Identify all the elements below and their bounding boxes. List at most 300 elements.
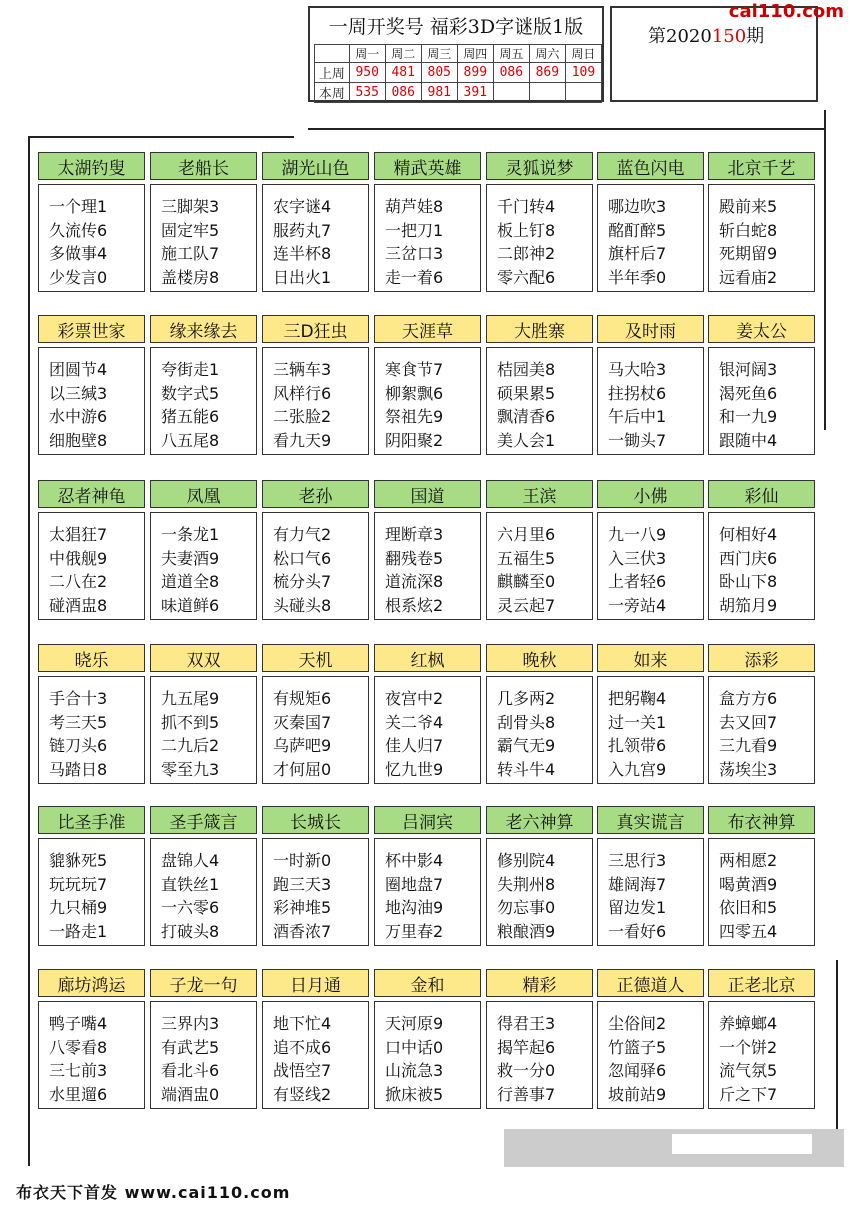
panel-title: 老六神算 xyxy=(486,806,593,834)
result-cell: 805 xyxy=(421,63,457,83)
frame-right-line xyxy=(824,110,826,430)
riddle-line: 看九天9 xyxy=(273,430,332,450)
panel-body xyxy=(374,1001,481,1109)
riddle-line: 根系炫2 xyxy=(385,595,444,615)
panel-title: 晚秋 xyxy=(486,644,593,672)
riddle-line: 太猖狂7 xyxy=(49,525,108,544)
riddle-line: 西门庆6 xyxy=(719,548,778,568)
this-week-label: 本周 xyxy=(315,83,350,103)
riddle-line: 理断章3 xyxy=(385,525,444,544)
riddle-line: 道道全8 xyxy=(161,572,220,591)
riddle-line: 地沟油9 xyxy=(385,898,444,917)
panel-body xyxy=(708,676,815,784)
corner-cell xyxy=(315,45,350,63)
panel-title: 三D狂虫 xyxy=(262,315,369,343)
riddle-line: 固定牢5 xyxy=(161,220,220,240)
riddle-panel xyxy=(486,152,593,292)
riddle-panel xyxy=(38,969,145,1109)
riddle-panel xyxy=(262,969,369,1109)
riddle-line: 鸭子嘴4 xyxy=(49,1014,108,1033)
panel-title: 老孙 xyxy=(262,480,369,508)
riddle-panel xyxy=(262,480,369,620)
riddle-panel xyxy=(262,152,369,292)
panel-title: 大胜寨 xyxy=(486,315,593,343)
panel-title: 天机 xyxy=(262,644,369,672)
riddle-line: 麒麟至0 xyxy=(497,572,556,591)
riddle-line: 猪五能6 xyxy=(161,407,220,426)
riddle-line: 盖楼房8 xyxy=(161,267,220,287)
riddle-line: 一个饼2 xyxy=(719,1037,778,1057)
riddle-line: 一看好6 xyxy=(608,921,667,941)
panel-title: 凤凰 xyxy=(150,480,257,508)
riddle-line: 去又回7 xyxy=(719,712,778,732)
panel-title: 日月通 xyxy=(262,969,369,997)
days-row xyxy=(315,45,602,63)
riddle-line: 入三伏3 xyxy=(608,548,667,568)
riddle-line: 扎领带6 xyxy=(608,736,667,755)
panel-title: 老船长 xyxy=(150,152,257,180)
riddle-line: 走一着6 xyxy=(385,267,444,287)
riddle-line: 柳絮飘6 xyxy=(385,383,444,403)
result-cell: 481 xyxy=(385,63,421,83)
riddle-line: 味道鲜6 xyxy=(161,595,220,615)
riddle-line: 九五尾9 xyxy=(161,689,220,708)
last-week-label: 上周 xyxy=(315,63,350,83)
panel-title: 正德道人 xyxy=(597,969,704,997)
riddle-line: 三九看9 xyxy=(719,736,778,755)
riddle-line: 马踏日8 xyxy=(49,759,108,779)
riddle-line: 灭秦国7 xyxy=(273,712,332,732)
riddle-line: 六月里6 xyxy=(497,525,556,544)
panel-title: 双双 xyxy=(150,644,257,672)
frame-right-lower-line xyxy=(836,960,838,1140)
panel-body xyxy=(374,676,481,784)
riddle-line: 链刀头6 xyxy=(49,736,108,755)
panel-title: 小佛 xyxy=(597,480,704,508)
riddle-line: 二郎神2 xyxy=(497,244,556,263)
panel-title: 缘来缘去 xyxy=(150,315,257,343)
riddle-line: 掀床被5 xyxy=(385,1084,444,1104)
panel-title: 彩票世家 xyxy=(38,315,145,343)
riddle-line: 哪边吹3 xyxy=(608,197,667,216)
day-header: 周三 xyxy=(421,45,457,63)
riddle-line: 端酒盅0 xyxy=(161,1084,220,1104)
riddle-line: 农字谜4 xyxy=(273,197,332,216)
riddle-line: 荡埃尘3 xyxy=(719,759,778,779)
riddle-line: 杯中影4 xyxy=(385,851,444,870)
riddle-line: 上者轻6 xyxy=(608,572,667,591)
panel-body xyxy=(374,184,481,292)
result-cell: 109 xyxy=(565,63,601,83)
panel-title: 添彩 xyxy=(708,644,815,672)
riddle-panel xyxy=(486,315,593,455)
riddle-line: 三辆车3 xyxy=(273,360,332,379)
panel-body xyxy=(597,1001,704,1109)
riddle-line: 团圆节4 xyxy=(49,360,108,379)
riddle-line: 有武艺5 xyxy=(161,1037,220,1057)
riddle-line: 水中游6 xyxy=(49,407,108,426)
riddle-line: 一把刀1 xyxy=(385,220,444,240)
panel-body xyxy=(262,838,369,946)
result-cell: 899 xyxy=(457,63,493,83)
panel-body xyxy=(374,512,481,620)
riddle-line: 一时新0 xyxy=(273,851,332,870)
panel-title: 灵狐说梦 xyxy=(486,152,593,180)
riddle-line: 葫芦娃8 xyxy=(385,197,444,216)
result-cell: 391 xyxy=(457,83,493,103)
result-cell: 086 xyxy=(385,83,421,103)
riddle-line: 二张脸2 xyxy=(273,407,332,426)
riddle-line: 水里遛6 xyxy=(49,1084,108,1104)
panel-title: 精武英雄 xyxy=(374,152,481,180)
result-cell: 869 xyxy=(529,63,565,83)
riddle-line: 有力气2 xyxy=(273,525,332,544)
riddle-panel xyxy=(374,315,481,455)
frame-top-left-line xyxy=(28,136,294,138)
riddle-line: 中俄舰9 xyxy=(49,548,108,568)
riddle-panel xyxy=(38,480,145,620)
riddle-line: 一旁站4 xyxy=(608,595,667,615)
riddle-line: 夸街走1 xyxy=(161,360,220,379)
riddle-line: 九只桶9 xyxy=(49,898,108,917)
riddle-line: 刮骨头8 xyxy=(497,712,556,732)
panel-title: 比圣手准 xyxy=(38,806,145,834)
panel-title: 太湖钓叟 xyxy=(38,152,145,180)
riddle-line: 修别院4 xyxy=(497,851,556,870)
day-header: 周五 xyxy=(493,45,529,63)
riddle-line: 一个理1 xyxy=(49,197,108,216)
panel-title: 晓乐 xyxy=(38,644,145,672)
panel-body xyxy=(708,347,815,455)
riddle-panel xyxy=(38,152,145,292)
riddle-panel xyxy=(374,969,481,1109)
panel-body xyxy=(38,184,145,292)
riddle-line: 松口气6 xyxy=(273,548,332,568)
day-header: 周四 xyxy=(457,45,493,63)
riddle-line: 卧山下8 xyxy=(719,572,778,591)
riddle-line: 盘锦人4 xyxy=(161,851,220,870)
riddle-panel xyxy=(597,806,704,946)
panel-title: 子龙一句 xyxy=(150,969,257,997)
riddle-line: 打破头8 xyxy=(161,921,220,941)
panel-title: 北京千艺 xyxy=(708,152,815,180)
panel-title: 真实谎言 xyxy=(597,806,704,834)
riddle-line: 跑三天3 xyxy=(273,874,332,894)
riddle-line: 尘俗间2 xyxy=(608,1014,667,1033)
riddle-line: 二九后2 xyxy=(161,736,220,755)
panel-body xyxy=(262,1001,369,1109)
panel-title: 王滨 xyxy=(486,480,593,508)
riddle-panel xyxy=(262,315,369,455)
panel-title: 红枫 xyxy=(374,644,481,672)
panel-body xyxy=(38,512,145,620)
riddle-line: 追不成6 xyxy=(273,1037,332,1057)
panel-body xyxy=(708,184,815,292)
this-week-row xyxy=(315,83,602,103)
result-cell: 535 xyxy=(349,83,385,103)
result-cell: 950 xyxy=(349,63,385,83)
riddle-line: 一条龙1 xyxy=(161,525,220,544)
riddle-panel xyxy=(38,644,145,784)
riddle-line: 旗杆后7 xyxy=(608,244,667,263)
frame-left-line xyxy=(28,136,30,1166)
riddle-line: 二八在2 xyxy=(49,572,108,591)
riddle-panel xyxy=(38,806,145,946)
riddle-line: 日出火1 xyxy=(273,267,332,287)
result-cell: 981 xyxy=(421,83,457,103)
issue-number: 150 xyxy=(711,26,747,47)
panel-body xyxy=(708,512,815,620)
panel-title: 姜太公 xyxy=(708,315,815,343)
riddle-line: 半年季0 xyxy=(608,267,667,287)
panel-body xyxy=(486,838,593,946)
riddle-line: 桔园美8 xyxy=(497,360,556,379)
panel-body xyxy=(708,1001,815,1109)
riddle-line: 玩玩玩7 xyxy=(49,874,108,894)
riddle-line: 寒食节7 xyxy=(385,360,444,379)
riddle-line: 关二爷4 xyxy=(385,712,444,732)
panel-body xyxy=(262,676,369,784)
riddle-line: 翻残卷5 xyxy=(385,548,444,568)
riddle-line: 粮酿酒9 xyxy=(497,921,556,941)
riddle-line: 得君王3 xyxy=(497,1014,556,1033)
riddle-line: 远看庙2 xyxy=(719,267,778,287)
riddle-line: 跟随中4 xyxy=(719,430,778,450)
panel-body xyxy=(486,347,593,455)
riddle-line: 一路走1 xyxy=(49,921,108,941)
panel-body xyxy=(597,838,704,946)
riddle-line: 手合十3 xyxy=(49,689,108,708)
panel-body xyxy=(486,676,593,784)
riddle-line: 依旧和5 xyxy=(719,898,778,917)
riddle-line: 三脚架3 xyxy=(161,197,220,216)
panel-body xyxy=(486,184,593,292)
panel-body xyxy=(262,347,369,455)
panel-title: 精彩 xyxy=(486,969,593,997)
riddle-line: 板上钉8 xyxy=(497,220,556,240)
riddle-panel xyxy=(262,806,369,946)
riddle-line: 救一分0 xyxy=(497,1061,556,1080)
riddle-panel xyxy=(486,806,593,946)
day-header: 周日 xyxy=(565,45,601,63)
weekly-results-box xyxy=(308,6,604,102)
riddle-line: 两相愿2 xyxy=(719,851,778,870)
panel-title: 布衣神算 xyxy=(708,806,815,834)
riddle-line: 山流急3 xyxy=(385,1061,444,1080)
riddle-line: 施工队7 xyxy=(161,244,220,263)
issue-suffix: 期 xyxy=(746,26,765,47)
riddle-line: 阴阳聚2 xyxy=(385,430,444,450)
riddle-panel xyxy=(262,644,369,784)
riddle-line: 斩白蛇8 xyxy=(719,220,778,240)
riddle-line: 拄拐杖6 xyxy=(608,383,667,403)
day-header: 周一 xyxy=(349,45,385,63)
panel-body xyxy=(150,676,257,784)
riddle-line: 万里春2 xyxy=(385,921,444,941)
panel-title: 彩仙 xyxy=(708,480,815,508)
riddle-line: 梳分头7 xyxy=(273,572,332,591)
riddle-line: 地下忙4 xyxy=(273,1014,332,1033)
riddle-line: 久流传6 xyxy=(49,220,108,240)
riddle-line: 霸气无9 xyxy=(497,736,556,755)
riddle-panel xyxy=(708,152,815,292)
panel-body xyxy=(597,347,704,455)
panel-body xyxy=(486,512,593,620)
riddle-line: 流气氛5 xyxy=(719,1061,778,1080)
riddle-line: 三界内3 xyxy=(161,1014,220,1033)
panel-title: 正老北京 xyxy=(708,969,815,997)
riddle-line: 酒香浓7 xyxy=(273,921,332,941)
riddle-panel xyxy=(486,969,593,1109)
riddle-line: 揭竿起6 xyxy=(497,1037,556,1057)
riddle-line: 细胞壁8 xyxy=(49,430,108,450)
riddle-panel xyxy=(150,806,257,946)
panel-body xyxy=(262,184,369,292)
riddle-panel xyxy=(150,480,257,620)
riddle-line: 盒方方6 xyxy=(719,689,778,708)
panel-title: 圣手箴言 xyxy=(150,806,257,834)
riddle-line: 雄阔海7 xyxy=(608,874,667,894)
panel-title: 长城长 xyxy=(262,806,369,834)
riddle-line: 一锄头7 xyxy=(608,430,667,450)
riddle-line: 酩酊醉5 xyxy=(608,220,667,240)
issue-label xyxy=(648,22,764,48)
riddle-line: 战悟空7 xyxy=(273,1061,332,1080)
riddle-line: 殿前来5 xyxy=(719,197,778,216)
riddle-line: 九一八9 xyxy=(608,525,667,544)
issue-prefix: 第2020 xyxy=(648,26,712,47)
riddle-line: 零至九3 xyxy=(161,759,220,779)
riddle-panel xyxy=(486,644,593,784)
riddle-line: 喝黄酒9 xyxy=(719,874,778,894)
riddle-line: 死期留9 xyxy=(719,244,778,263)
riddle-line: 把躬鞠4 xyxy=(608,689,667,708)
riddle-line: 千门转4 xyxy=(497,197,556,216)
panel-body xyxy=(597,676,704,784)
riddle-line: 午后中1 xyxy=(608,407,667,426)
panel-body xyxy=(150,1001,257,1109)
riddle-line: 圈地盘7 xyxy=(385,874,444,894)
panel-title: 廊坊鸿运 xyxy=(38,969,145,997)
site-logo: cai110.com xyxy=(728,1,844,22)
riddle-panel xyxy=(597,480,704,620)
riddle-line: 养蟑螂4 xyxy=(719,1014,778,1033)
riddle-line: 数字式5 xyxy=(161,383,220,403)
panel-body xyxy=(597,184,704,292)
panel-body xyxy=(38,1001,145,1109)
panel-title: 及时雨 xyxy=(597,315,704,343)
riddle-line: 才何屈0 xyxy=(273,759,332,779)
riddle-panel xyxy=(597,969,704,1109)
riddle-line: 美人会1 xyxy=(497,430,556,450)
result-cell xyxy=(493,83,529,103)
panel-body xyxy=(38,347,145,455)
panel-title: 天涯草 xyxy=(374,315,481,343)
panel-body xyxy=(374,838,481,946)
riddle-line: 连半杯8 xyxy=(273,244,332,263)
result-cell xyxy=(529,83,565,103)
riddle-line: 八零看8 xyxy=(49,1037,108,1057)
riddle-line: 四零五4 xyxy=(719,921,778,941)
riddle-line: 忆九世9 xyxy=(385,759,444,779)
riddle-panel xyxy=(486,480,593,620)
riddle-panel xyxy=(708,644,815,784)
riddle-panel xyxy=(150,644,257,784)
riddle-line: 渴死鱼6 xyxy=(719,383,778,403)
riddle-line: 多做事4 xyxy=(49,244,108,263)
panel-body xyxy=(150,184,257,292)
riddle-panel xyxy=(150,969,257,1109)
riddle-line: 胡笳月9 xyxy=(719,595,778,615)
riddle-line: 考三天5 xyxy=(49,712,108,732)
riddle-line: 入九宫9 xyxy=(608,759,667,779)
riddle-panel xyxy=(708,969,815,1109)
panel-title: 金和 xyxy=(374,969,481,997)
riddle-line: 服药丸7 xyxy=(273,220,332,240)
panel-title: 蓝色闪电 xyxy=(597,152,704,180)
riddle-panel xyxy=(374,806,481,946)
panel-title: 忍者神龟 xyxy=(38,480,145,508)
day-header: 周六 xyxy=(529,45,565,63)
riddle-line: 夜宫中2 xyxy=(385,689,444,708)
riddle-line: 佳人归7 xyxy=(385,736,444,755)
riddle-line: 留边发1 xyxy=(608,898,667,917)
riddle-line: 抓不到5 xyxy=(161,712,220,732)
riddle-line: 直铁丝1 xyxy=(161,874,220,894)
riddle-line: 转斗牛4 xyxy=(497,759,556,779)
riddle-line: 貔貅死5 xyxy=(49,851,108,870)
page-title: 一周开奖号 福彩3D字谜版1版 xyxy=(328,16,584,38)
riddle-line: 有竖线2 xyxy=(273,1084,332,1104)
riddle-panel xyxy=(708,315,815,455)
riddle-line: 竹篮子5 xyxy=(608,1037,667,1057)
riddle-line: 行善事7 xyxy=(497,1084,556,1104)
riddle-line: 碰酒盅8 xyxy=(49,595,108,615)
panel-body xyxy=(38,838,145,946)
footer-text: 布衣天下首发 www.cai110.com xyxy=(16,1183,291,1202)
riddle-line: 八五尾8 xyxy=(161,430,220,450)
riddle-line: 以三缄3 xyxy=(49,383,108,403)
riddle-line: 几多两2 xyxy=(497,689,556,708)
riddle-line: 何相好4 xyxy=(719,525,778,544)
riddle-panel xyxy=(374,480,481,620)
panel-body xyxy=(150,347,257,455)
riddle-line: 彩神堆5 xyxy=(273,898,332,917)
panel-body xyxy=(708,838,815,946)
riddle-line: 银河阔3 xyxy=(719,360,778,379)
riddle-line: 过一关1 xyxy=(608,712,667,732)
riddle-line: 零六配6 xyxy=(497,267,556,287)
riddle-line: 坡前站9 xyxy=(608,1084,667,1104)
riddle-panel xyxy=(38,315,145,455)
riddle-line: 有规矩6 xyxy=(273,689,332,708)
riddle-panel xyxy=(150,315,257,455)
riddle-line: 五福生5 xyxy=(497,548,556,568)
panel-body xyxy=(150,838,257,946)
riddle-line: 灵云起7 xyxy=(497,595,556,615)
riddle-line: 看北斗6 xyxy=(161,1061,220,1080)
panel-body xyxy=(150,512,257,620)
riddle-panel xyxy=(597,315,704,455)
riddle-line: 忽闻驿6 xyxy=(608,1061,667,1080)
riddle-line: 勿忘事0 xyxy=(497,898,556,917)
panel-body xyxy=(262,512,369,620)
riddle-line: 少发言0 xyxy=(49,267,108,287)
riddle-line: 道流深8 xyxy=(385,572,444,591)
panel-title: 国道 xyxy=(374,480,481,508)
riddle-panel xyxy=(150,152,257,292)
panel-title: 湖光山色 xyxy=(262,152,369,180)
